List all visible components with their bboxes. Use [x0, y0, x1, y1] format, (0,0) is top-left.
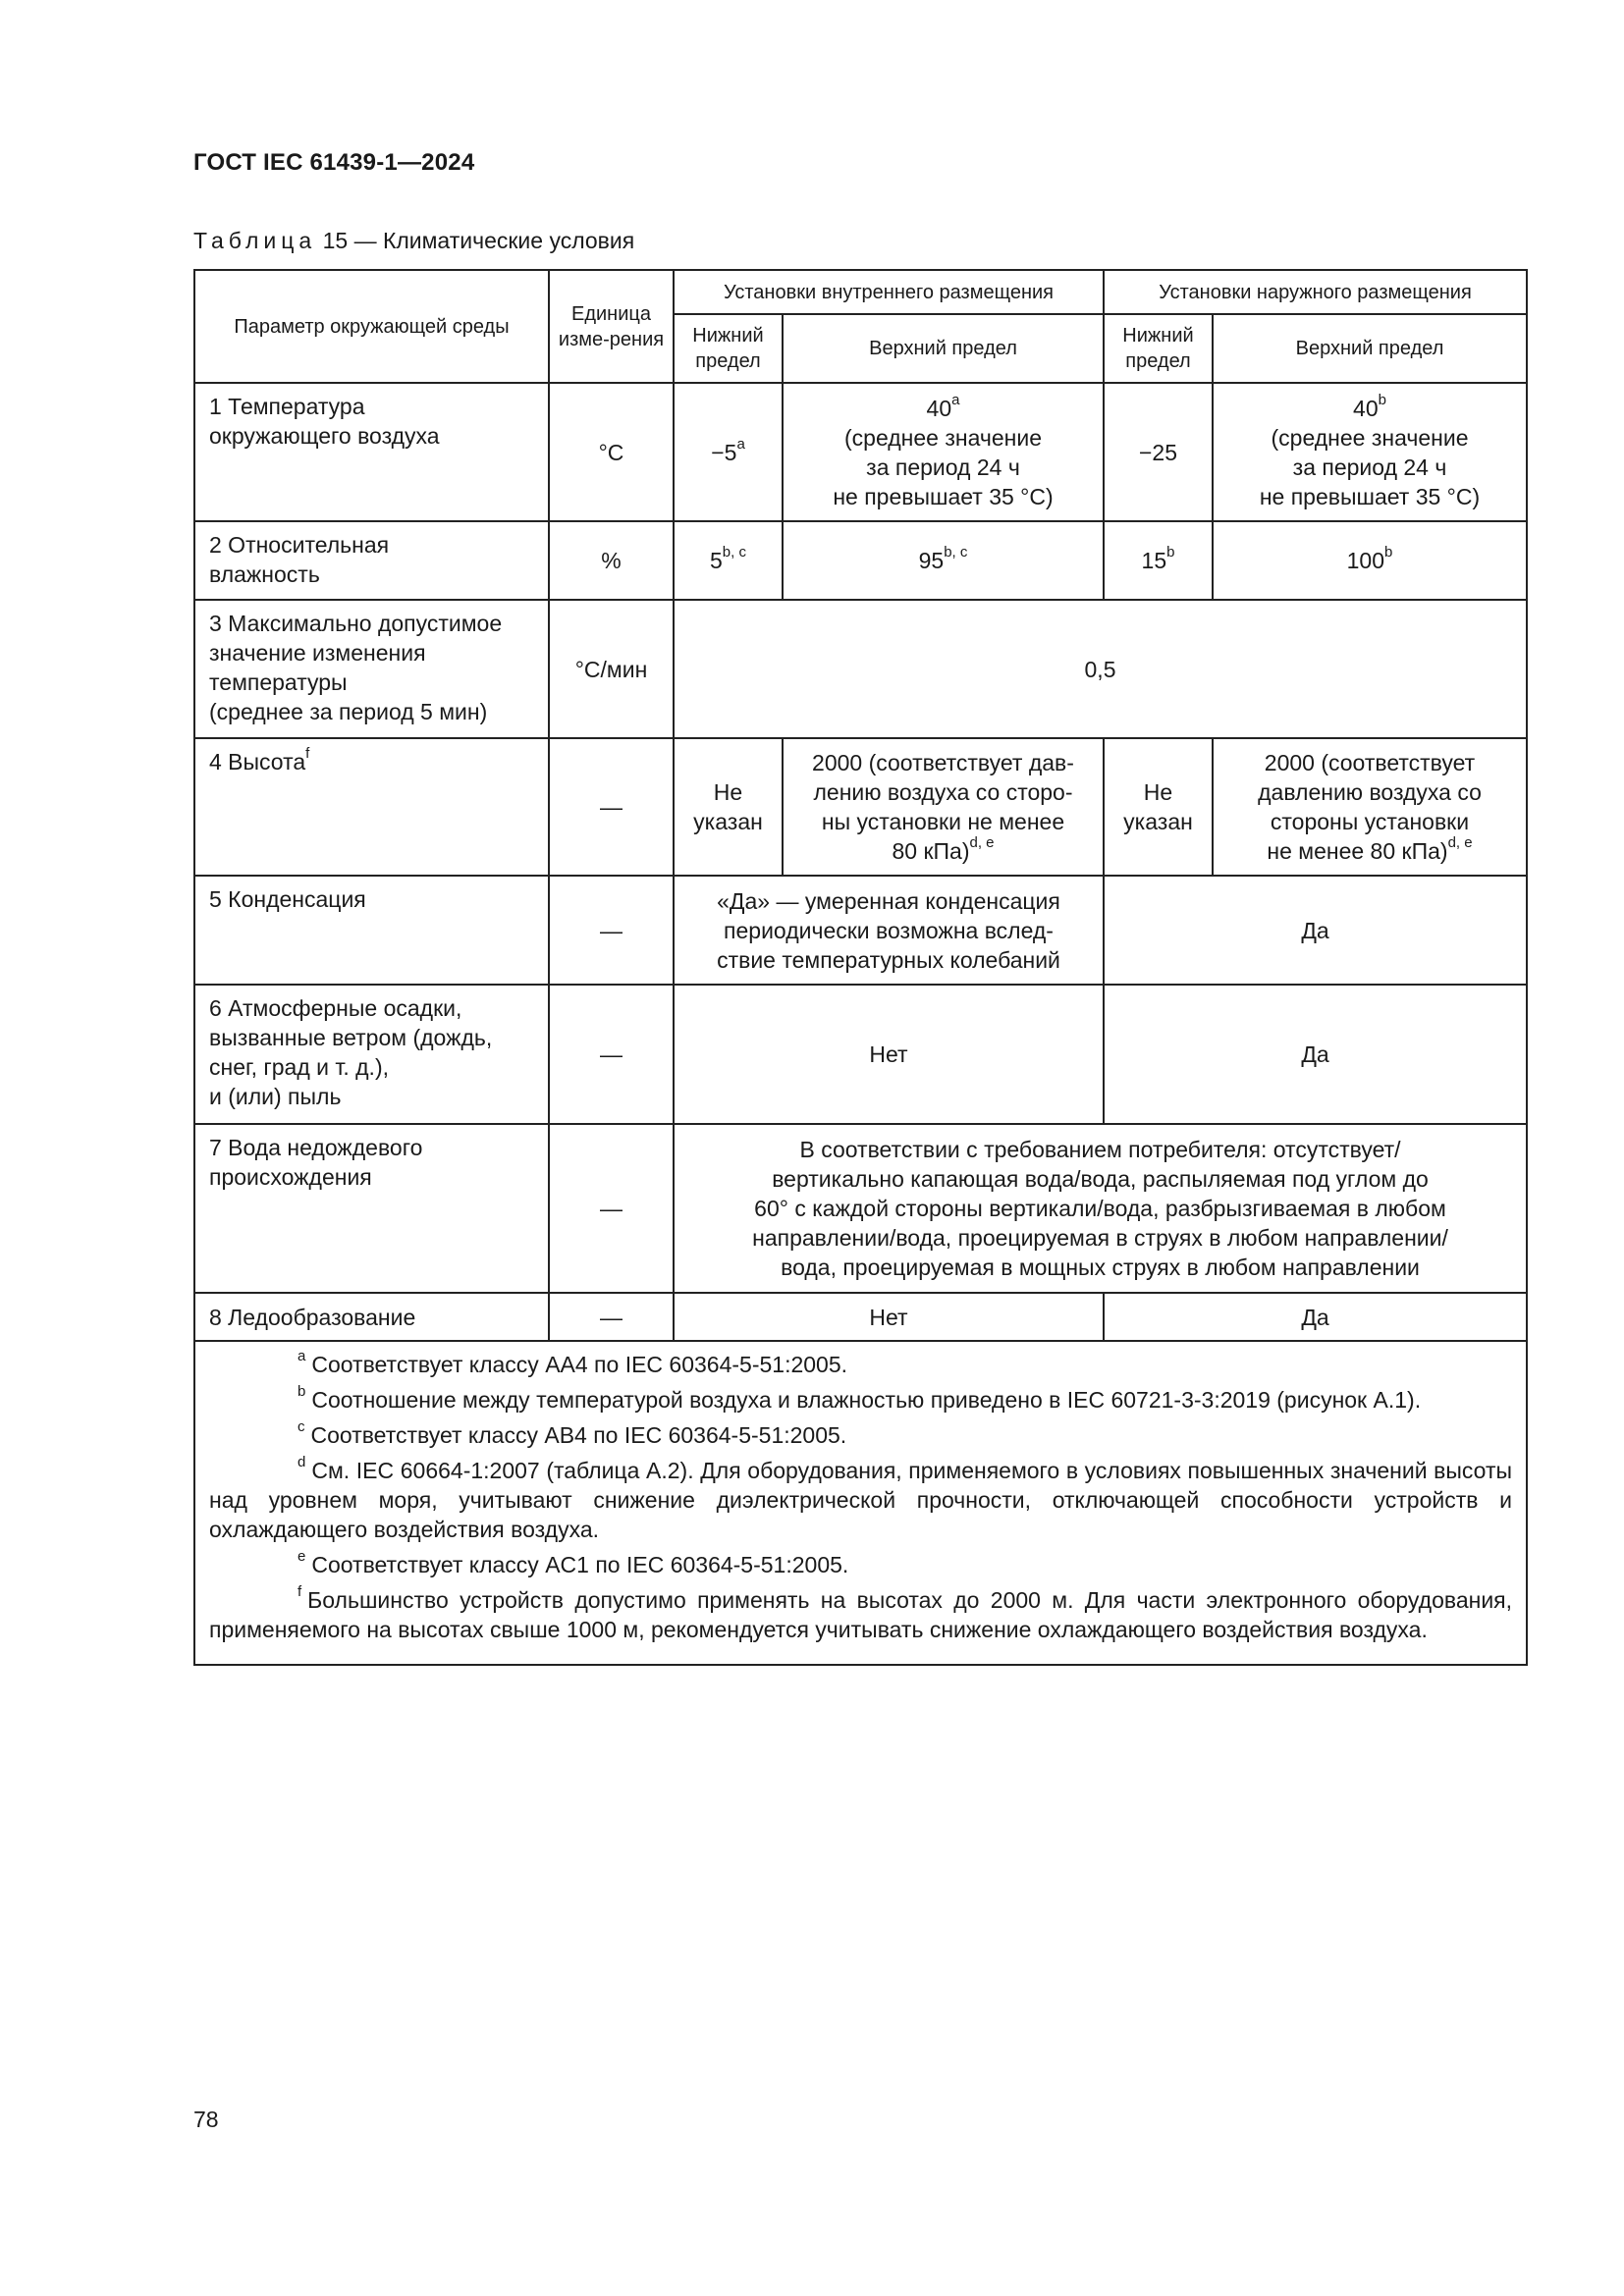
param-cell: 2 Относительная влажность [194, 521, 549, 600]
unit-cell: °C [549, 383, 674, 521]
unit-cell: — [549, 1293, 674, 1341]
table-row [194, 985, 1527, 1124]
param-cell: 8 Ледообразование [194, 1293, 549, 1341]
indoor-cell: Нет [674, 985, 1104, 1124]
outdoor-upper-cell: 2000 (соответствует давлению воздуха со стороны установки не менее 80 кПа)$^{d, e}$ [1213, 738, 1527, 876]
footnote-d: $^d$ См. IEC 60664-1:2007 (таблица A.2). Для оборудования, применяемого в условиях повышенных значений высоты над уровнем моря, учитывают снижение диэлектрической прочности, отключающей способности устройств и охлаждающего воздействия воздуха. [209, 1454, 1513, 1542]
outdoor-lower-cell: −25 [1104, 383, 1213, 521]
table-row [194, 738, 1527, 876]
outdoor-cell: Да [1104, 876, 1527, 985]
header-outdoor-lower: Нижний предел [1104, 314, 1213, 383]
unit-cell: % [549, 521, 674, 600]
header-unit: Единица изме-рения [549, 270, 674, 383]
footnote-a: $^a$ Соответствует классу AA4 по IEC 60364-5-51:2005. [298, 1348, 848, 1377]
param-cell: 6 Атмосферные осадки, вызванные ветром (дождь, снег, град и т. д.), и (или) пыль [194, 985, 549, 1124]
indoor-cell: Нет [674, 1293, 1104, 1341]
outdoor-lower-cell: 15$^b$ [1104, 521, 1213, 600]
header-param: Параметр окружающей среды [194, 270, 549, 383]
table-row [194, 600, 1527, 738]
header-indoor: Установки внутреннего размещения [674, 270, 1104, 314]
header-outdoor-upper: Верхний предел [1213, 314, 1527, 383]
table-caption-label: Таблица [193, 228, 317, 253]
table-caption-title: Климатические условия [382, 228, 635, 253]
outdoor-upper-cell: 40$^b$ (среднее значение за период 24 ч не превышает 35 °C) [1213, 383, 1527, 521]
unit-cell: °C/мин [549, 600, 674, 738]
header-outdoor: Установки наружного размещения [1104, 270, 1527, 314]
outdoor-upper-cell: 100$^b$ [1213, 521, 1527, 600]
table-row [194, 1293, 1527, 1341]
table-row [194, 521, 1527, 600]
footnote-b: $^b$ Соотношение между температурой воздуха и влажностью приведено в IEC 60721-3-3:2019 (рисунок A.1). [298, 1383, 1422, 1413]
indoor-upper-cell: 40$^a$ (среднее значение за период 24 ч не превышает 35 °C) [783, 383, 1104, 521]
table-notes-row [194, 1341, 1527, 1665]
table-caption [193, 228, 634, 254]
unit-cell: — [549, 876, 674, 985]
param-cell: 5 Конденсация [194, 876, 549, 985]
value-cell: 0,5 [674, 600, 1527, 738]
page-number: 78 [193, 2107, 219, 2132]
table-row [194, 876, 1527, 985]
footnote-c: $^c$ Соответствует классу AB4 по IEC 60364-5-51:2005. [298, 1418, 847, 1448]
footnote-e: $^e$ Соответствует классу AC1 по IEC 60364-5-51:2005. [298, 1548, 849, 1577]
unit-cell: — [549, 738, 674, 876]
table-caption-dash: — [353, 228, 377, 253]
table-row [194, 383, 1527, 521]
climate-conditions-table [193, 269, 1528, 1666]
footnote-f: $^f$ Большинство устройств допустимо применять на высотах до 2000 м. Для части электронного оборудования, применяемого на высотах свыше 1000 м, рекомендуется учитывать снижение охлаждающего воздействия воздуха. [209, 1583, 1513, 1642]
header-indoor-lower: Нижний предел [674, 314, 783, 383]
outdoor-cell: Да [1104, 1293, 1527, 1341]
outdoor-lower-cell: Не указан [1104, 738, 1213, 876]
table-row [194, 1124, 1527, 1293]
unit-cell: — [549, 1124, 674, 1293]
indoor-upper-cell: 95$^{b, c}$ [783, 521, 1104, 600]
table-header-row [194, 270, 1527, 314]
indoor-upper-cell: 2000 (соответствует дав- лению воздуха со сторо- ны установки не менее 80 кПа)$^{d, e}$ [783, 738, 1104, 876]
indoor-lower-cell: Не указан [674, 738, 783, 876]
value-cell: В соответствии с требованием потребителя: отсутствует/ вертикально капающая вода/вода, распыляемая под углом до 60° с каждой стороны вертикали/вода, разбрызгиваемая в любом направлении/вода, проецируемая в струях в любом направлении/ вода, проецируемая в мощных струях в любом направлении [674, 1124, 1527, 1293]
param-cell: 1 Температура окружающего воздуха [194, 383, 549, 521]
outdoor-cell: Да [1104, 985, 1527, 1124]
unit-cell: — [549, 985, 674, 1124]
table-notes [194, 1341, 1527, 1665]
param-cell: 3 Максимально допустимое значение изменения температуры (среднее за период 5 мин) [194, 600, 549, 738]
indoor-lower-cell: 5$^{b, c}$ [674, 521, 783, 600]
indoor-lower-cell: $-5^a$ [674, 383, 783, 521]
param-cell: 4 Высота$^f$ [194, 738, 549, 876]
table-caption-number: 15 [322, 228, 349, 253]
document-title: ГОСТ IEC 61439-1—2024 [193, 149, 475, 176]
header-indoor-upper: Верхний предел [783, 314, 1104, 383]
param-cell: 7 Вода недождевого происхождения [194, 1124, 549, 1293]
indoor-cell: «Да» — умеренная конденсация периодически возможна вслед- ствие температурных колебаний [674, 876, 1104, 985]
